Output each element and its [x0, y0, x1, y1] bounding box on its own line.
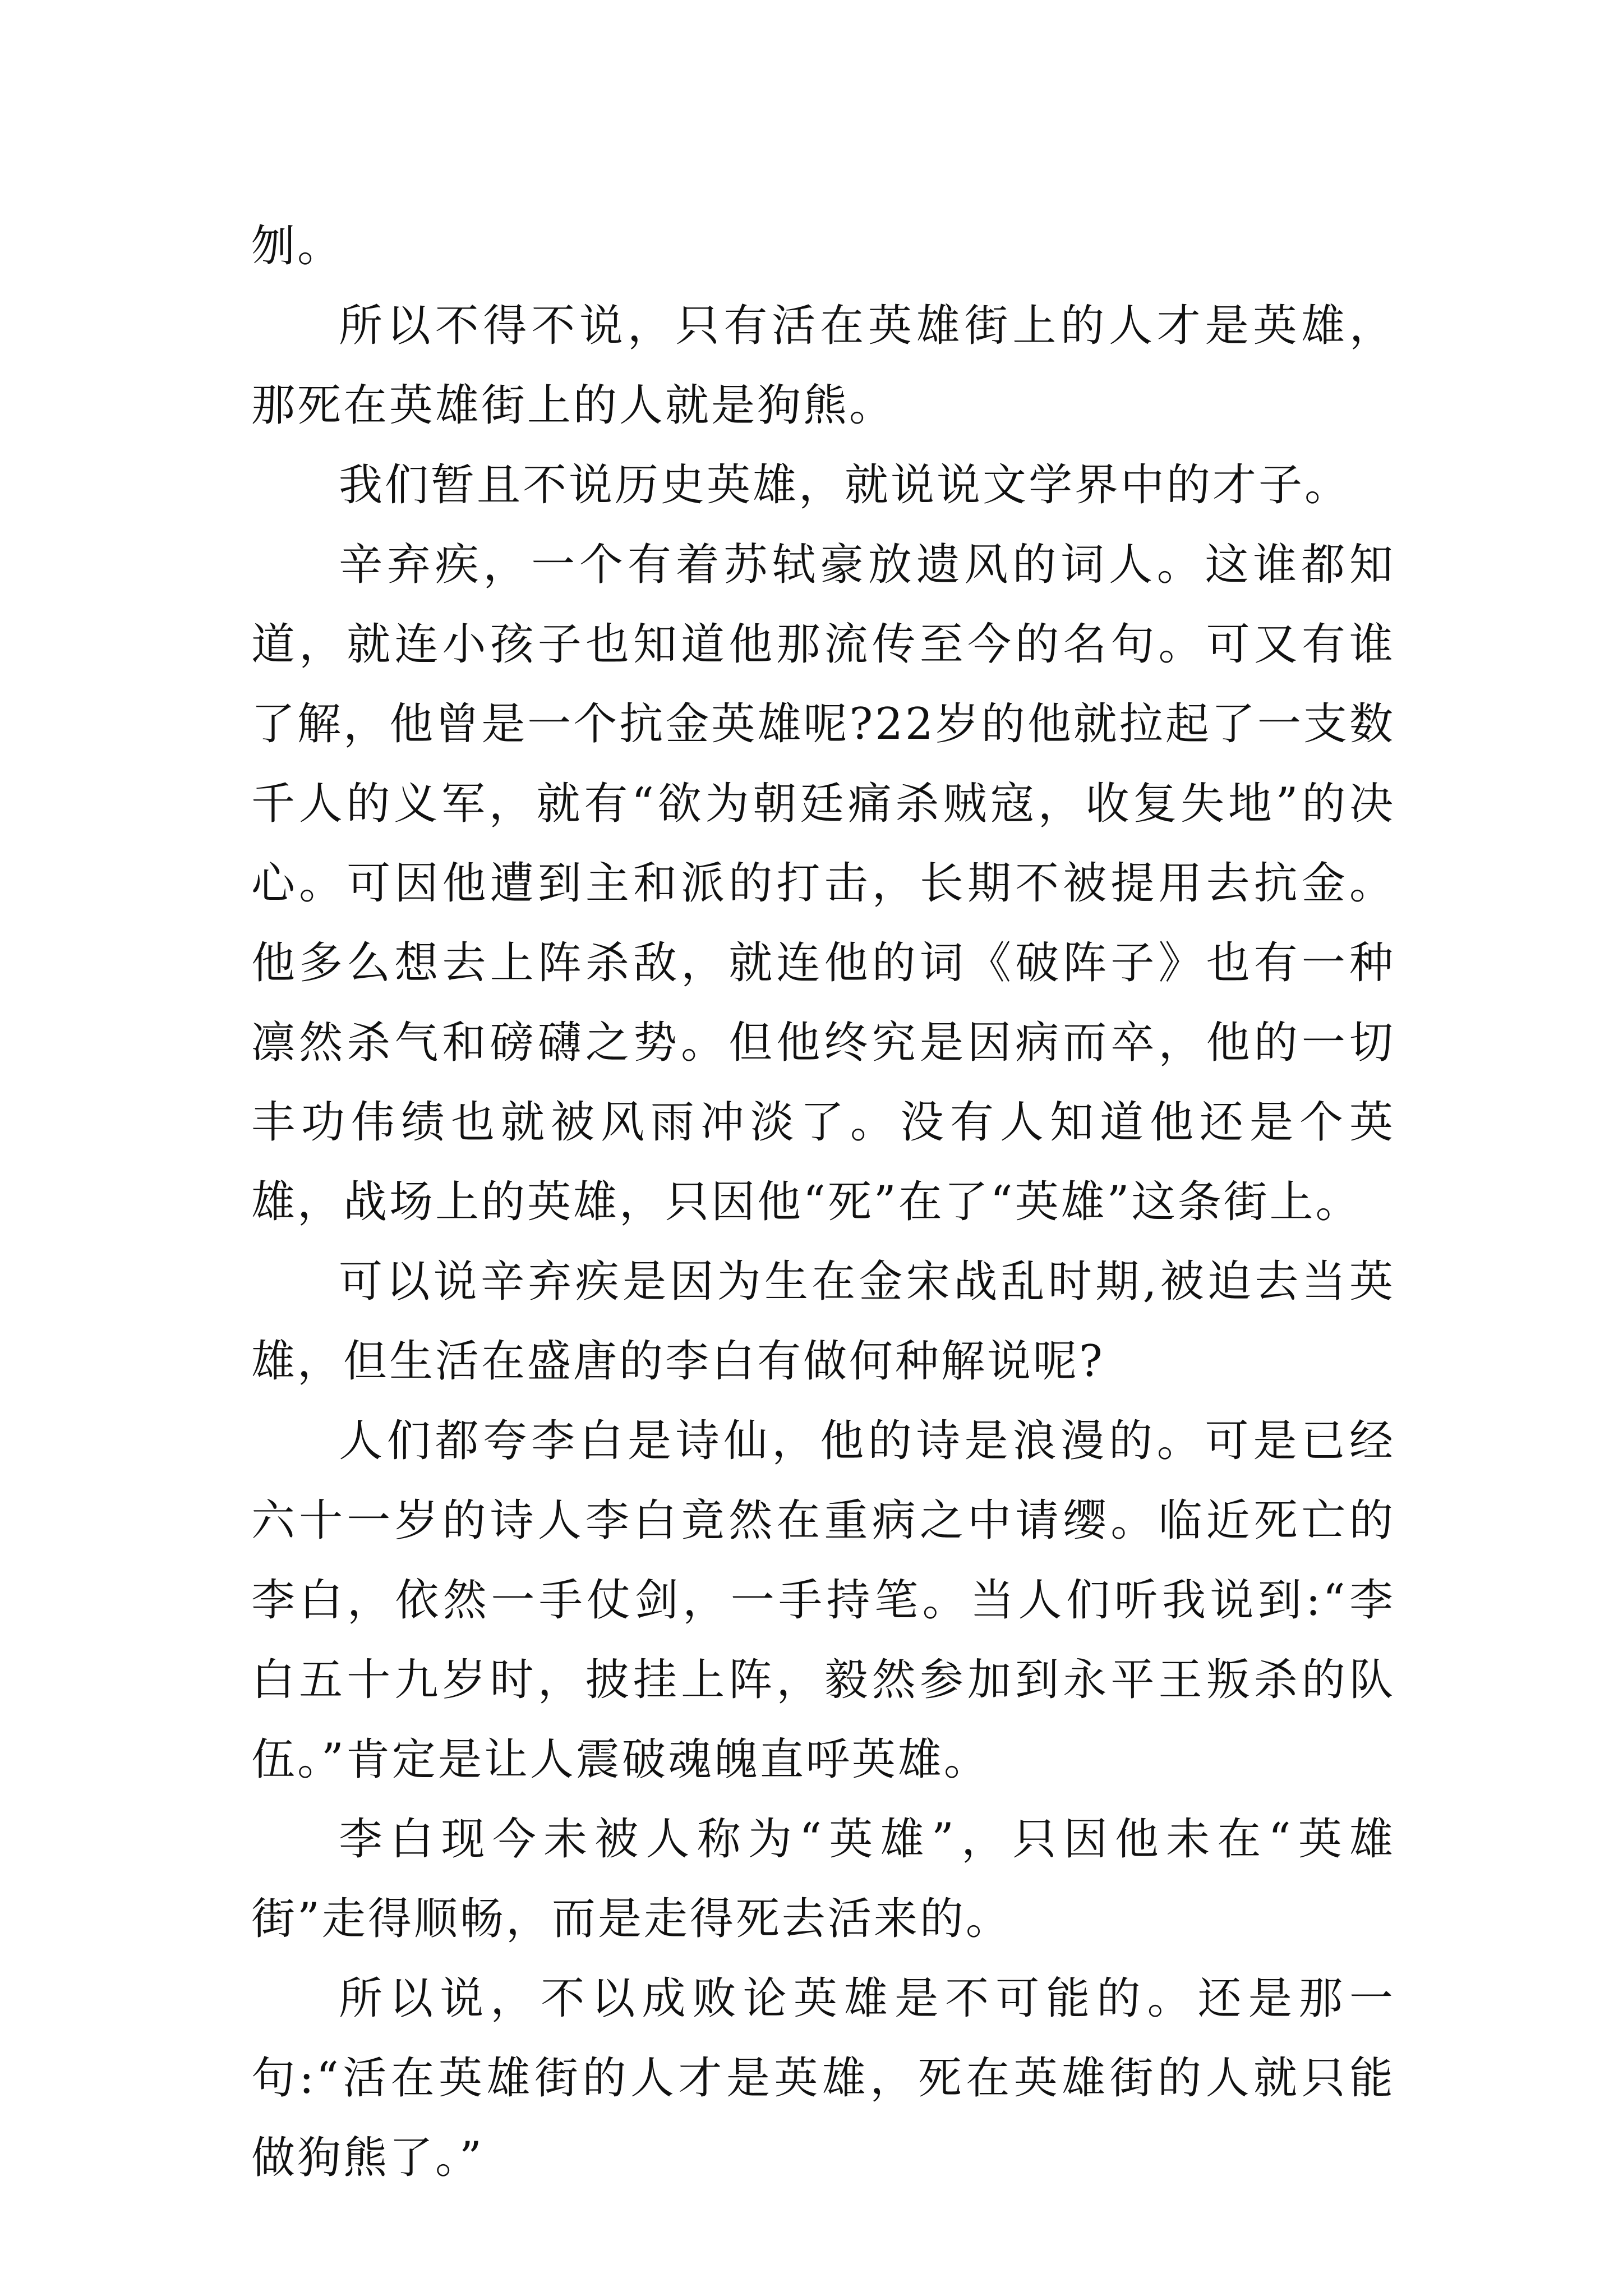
- paragraph: 我们暂且不说历史英雄，就说说文学界中的才子。: [339, 460, 1351, 510]
- paragraph: 辛弃疾，一个有着苏轼豪放遗风的词人。这谁都知道，就连小孩子也知道他那流传至今的名句。可又有谁了解，他曾是一个抗金英雄呢?22岁的他就拉起了一支数千人的义军，就有“欲为朝廷痛杀贼寇，收复失地”的决心。可因他遭到主和派的打击，长期不被提用去抗金。他多么想去上阵杀敌，就连他的词《破阵子》也有一种凛然杀气和磅礴之势。但他终究是因病而卒，他的一切丰功伟绩也就被风雨冲淡了。没有人知道他还是个英雄，战场上的英雄，只因他“死”在了“英雄”这条街上。: [251, 540, 1395, 1227]
- paragraph: 所以不得不说，只有活在英雄街上的人才是英雄，那死在英雄街上的人就是狗熊。: [251, 301, 1395, 431]
- paragraph: 可以说辛弃疾是因为生在金宋战乱时期,被迫去当英雄，但生活在盛唐的李白有做何种解说呢?: [251, 1257, 1395, 1387]
- paragraph: 所以说，不以成败论英雄是不可能的。还是那一句:“活在英雄街的人才是英雄，死在英雄街的人就只能做狗熊了。”: [251, 1973, 1395, 2183]
- essay-body: [251, 206, 1395, 2198]
- paragraph: 人们都夸李白是诗仙，他的诗是浪漫的。可是已经六十一岁的诗人李白竟然在重病之中请缨。临近死亡的李白，依然一手仗剑，一手持笔。当人们听我说到:“李白五十九岁时，披挂上阵，毅然参加到永平王叛杀的队伍。”肯定是让人震破魂魄直呼英雄。: [251, 1416, 1395, 1785]
- paragraph-continuation: 刎。: [251, 221, 344, 272]
- paragraph: 李白现今未被人称为“英雄”，只因他未在“英雄街”走得顺畅，而是走得死去活来的。: [251, 1814, 1395, 1944]
